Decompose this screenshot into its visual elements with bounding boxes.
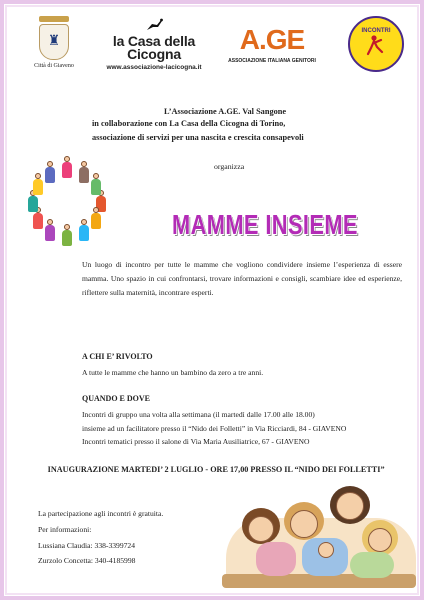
- child-figure: [91, 179, 101, 195]
- child-figure: [28, 196, 38, 212]
- city-logo: [34, 16, 74, 69]
- footer-line-4: Zurzolo Concetta: 340-4185998: [38, 556, 136, 566]
- mother-face: [368, 528, 392, 552]
- age-caption: ASSOCIAZIONE ITALIANA GENITORI: [228, 58, 316, 64]
- page-title: MAMME INSIEME: [172, 209, 358, 240]
- when-line-3: Incontri tematici presso il salone di Via Maria Ausiliatrice, 67 - GIAVENO: [82, 437, 310, 447]
- cicogna-logo: [104, 18, 204, 71]
- child-figure: [79, 167, 89, 183]
- child-figure: [91, 213, 101, 229]
- dress: [350, 552, 394, 578]
- children-circle-illustration: [22, 156, 112, 246]
- incontri-ring: [348, 16, 404, 72]
- mother-face: [248, 516, 274, 542]
- mothers-illustration: [222, 482, 418, 592]
- crest-symbol-icon: ♜: [47, 34, 61, 49]
- footer-line-1: La partecipazione agli incontri è gratuita.: [38, 509, 164, 518]
- child-figure: [45, 225, 55, 241]
- footer-info: [38, 506, 163, 569]
- incontri-logo: [348, 16, 404, 72]
- organizza-label: organizza: [214, 162, 245, 171]
- section-when-heading: QUANDO E DOVE: [82, 394, 151, 403]
- header-line-1: L’Associazione A.GE. Val Sangone: [163, 107, 287, 116]
- header-line-3: associazione di servizi per una nascita e crescita consapevoli: [92, 133, 304, 142]
- when-line-1: Incontri di gruppo una volta alla settimana (il martedì dalle 17.00 alle 18.00): [82, 410, 315, 419]
- age-mark: [222, 26, 322, 54]
- mother-face: [290, 510, 318, 538]
- section-target-text: A tutte le mamme che hanno un bambino da zero a tre anni.: [82, 368, 264, 377]
- child-figure: [33, 179, 43, 195]
- cicogna-title: la Casa della Cicogna: [112, 33, 196, 62]
- child-figure: [33, 213, 43, 229]
- intro-paragraph: Un luogo di incontro per tutte le mamme che vogliono condividere insieme l’esperienza di essere mamma. Uno spazio in cui confrontarsi, trovare informazioni e consigli, scambiare idee ed esperienze, riflettere sulla maternità, incontrare esperti.: [82, 260, 402, 297]
- header-line-2: in collaborazione con La Casa della Cicogna di Torino,: [92, 119, 286, 128]
- section-when-text: [82, 408, 412, 449]
- city-caption: Città di Giaveno: [34, 63, 74, 69]
- child-figure: [45, 167, 55, 183]
- age-logo: [222, 26, 322, 64]
- dress: [256, 542, 296, 576]
- baby-face: [318, 542, 334, 558]
- child-figure: [62, 230, 72, 246]
- city-crest-icon: [39, 24, 69, 60]
- inauguration-banner: [4, 464, 424, 474]
- mother-face: [336, 492, 364, 520]
- inauguration-text: INAUGURAZIONE MARTEDI’ 2 LUGLIO - ORE 17,00 PRESSO IL “NIDO DEI FOLLETTI”: [47, 464, 385, 474]
- section-target-heading: A CHI E’ RIVOLTO: [82, 352, 153, 361]
- crest-crown: [39, 16, 69, 22]
- child-figure: [79, 225, 89, 241]
- child-figure: [62, 162, 72, 178]
- footer-line-3: Lussiana Claudia: 338-3399724: [38, 540, 136, 550]
- when-line-2: insieme ad un facilitatore presso il “Nido dei Folletti” in Via Ricciardi, 84 - GIAVENO: [82, 423, 347, 433]
- age-mark-text: A.GE: [239, 24, 305, 55]
- footer-line-2: Per informazioni:: [38, 524, 92, 534]
- incontri-caption: INCONTRI: [361, 28, 391, 34]
- cicogna-url: www.associazione-lacicogna.it: [106, 64, 202, 71]
- figure-icon: [365, 34, 387, 60]
